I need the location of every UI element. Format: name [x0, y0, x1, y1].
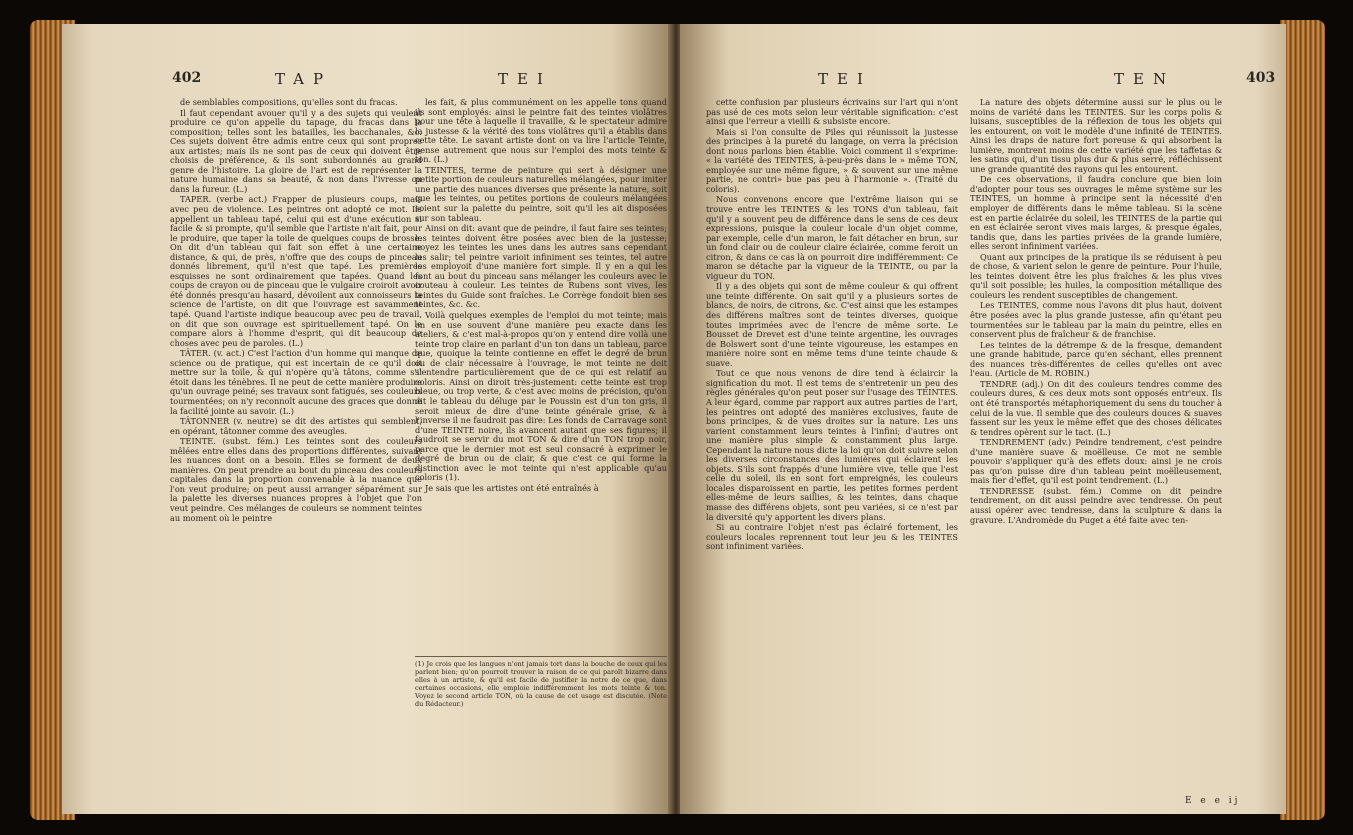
right-page — [680, 24, 1286, 814]
paragraph: TÂTONNER (v. neutre) se dit des artistes qui semblent, en opérant, tâtonner comme des aveugles. — [170, 416, 422, 436]
paragraph: TENDRE (adj.) On dit des couleurs tendres comme des couleurs dures, & ces deux mots sont opposés entr'eux. Ils ont été transportés métaphoriquement du sens du toucher à celui de la vue. Il semble que des couleurs douces & suaves fassent sur les yeux le même effet que des choses délicates & tendres opèrent sur le tact. (L.) — [970, 378, 1222, 437]
right-page-number: 403 — [1246, 70, 1276, 86]
paragraph: De ces observations, il faudra conclure que bien loin d'adopter pour tous ses ouvrages le même système sur les TEINTES, un homme à principe sent la nécessité d'en employer de différents dans le même tableau. Si la scène est en partie éclairée du soleil, les TEINTES de la partie qui en est éclairée seront vives mais larges, & presque égales, tandis que, dans les parties privées de la grande lumière, elles seront infiniment variées. — [970, 174, 1222, 252]
paragraph: TEINTES, terme de peinture qui sert à désigner une petite portion de couleurs naturelles mélangées, pour imiter une partie des nuances diverses que présente la nature, soit que les teintes, ou petites portions de couleurs mélangées soient sur la palette du peintre, soit qu'il les ait disposées sur son tableau. — [415, 164, 667, 223]
paragraph: Les teintes de la détrempe & de la fresque, demandent une grande habitude, parce qu'en séchant, elles prennent des nuances très-différentes de celles qu'elles ont avec l'eau. (Article de M. ROBIN.) — [970, 339, 1222, 379]
paragraph: Quant aux principes de la pratique ils se réduisent à peu de chose, & varient selon le genre de peinture. Pour l'huile, les teintes doivent être les plus fraîches & les plus vives qu'il soit possible; les huiles, la composition métallique des couleurs les rendent susceptibles de changement. — [970, 251, 1222, 300]
left-page — [62, 24, 672, 814]
paragraph: les fait, & plus communément on les appelle tons quand ils sont employés: ainsi le peintre fait des teintes violâtres pour une tête à laquelle il travaille, & le spectateur admire la justesse & la vérité des tons violâtres qu'il a établis dans cette tête. Le savant artiste dont on va lire l'article Teinte, pense autrement que nous sur l'emploi des mots teinte & ton. (L.) — [415, 98, 667, 165]
right-running-head-left: TEI — [818, 70, 872, 88]
footnote: (1) Je crois que les langues n'ont jamais tort dans la bouche de ceux qui les parlent bien; qu'on pourroit trouver la raison de ce qui paroît bizarre dans elles à un artiste, & qu'il est facile de justifier la notre de ce que, dans certaines occasions, elle emploie indifféremment les mots teinte & ton. Voyez le second article TON, où la cause de cet usage est discutée. (Note du Rédacteur.) — [415, 656, 667, 708]
paragraph: TENDREMENT (adv.) Peindre tendrement, c'est peindre d'une manière suave & moëlleuse. Ce mot ne semble pouvoir s'appliquer qu'à des effets doux: ainsi je ne crois pas qu'on puisse dire d'un tableau peint moëlleusement, mais fier d'effet, qu'il est point tendrement. (L.) — [970, 437, 1222, 486]
paragraph: Si au contraire l'objet n'est pas éclairé fortement, les couleurs locales reprennent tout leur jeu & les TEINTES sont infiniment variées. — [706, 522, 958, 552]
left-running-head-left: TAP — [275, 70, 333, 88]
right-column-2 — [970, 98, 1222, 798]
paragraph: Voilà quelques exemples de l'emploi du mot teinte; mais on en use souvent d'une manière peu exacte dans les ateliers, & c'est mal-à-propos qu'on y entend dire voilà une teinte trop claire en parlant d'un ton dans un tableau, parce que, quoique la teinte contienne en effet le degré de brun ou de clair nécessaire à l'ouvrage, le mot teinte ne doit s'entendre particulièrement que de ce qui est relatif au coloris. Ainsi on diroit très-justement: cette teinte est trop bleue, ou trop verte, & c'est avec moins de précision, qu'on dit le tableau du déluge par le Poussin est d'un ton gris, il seroit mieux de dire d'une teinte générale grise, & à l'inverse il ne faudroit pas dire: Les fonds de Carravage sont d'une TEINTE noire, ils avancent autant que ses figures; il faudroit se servir du mot TON & dire d'un TON trop noir, parce que le dernier mot est seul consacré à exprimer le degré de brun ou de clair, & que c'est ce qui forme la distinction avec le mot teinte qui n'est applicable qu'au coloris (1). — [415, 310, 667, 483]
right-running-head-right: TEN — [1114, 70, 1176, 88]
left-page-number: 402 — [172, 70, 202, 86]
paragraph: cette confusion par plusieurs écrivains sur l'art qui n'ont pas usé de ces mots selon leur véritable signification: c'est ainsi que l'erreur a vieilli & subsiste encore. — [706, 98, 958, 127]
paragraph: TEINTE. (subst. fém.) Les teintes sont des couleurs mêlées entre elles dans des proportions différentes, suivant les nuances dont on a besoin. Elles se forment de deux manières. On peut prendre au bout du pinceau des couleurs capitales dans la proportion convenable à la nuance que l'on veut produire; on peut aussi arranger séparément sur la palette les diverses nuances propres à l'objet que l'on veut peindre. Ces mélanges de couleurs se nomment teintes au moment où le peintre — [170, 436, 422, 523]
paragraph: Les TEINTES, comme nous l'avons dit plus haut, doivent être posées avec la plus grande justesse, afin qu'étant peu tourmentées sur le tableau par la main du peintre, elles en conservent plus de fraîcheur & de franchise. — [970, 300, 1222, 340]
paragraph: Je sais que les artistes ont été entraînés à — [425, 482, 599, 493]
paragraph: Nous convenons encore que l'extrême liaison qui se trouve entre les TEINTES & les TONS d'un tableau, fait qu'il y a souvent peu de différence dans le sens de ces deux expressions, puisque la couleur locale d'un objet comme, par exemple, celle d'un maron, le fait détacher en brun, sur un fond clair ou de couleur claire éclairée, comme feroit un citron, & dans ce cas là on pourroit dire indifféremment: Ce maron se détache par la vigueur de la TEINTE, ou par la vigueur du TON. — [706, 194, 958, 281]
paragraph: Ainsi on dit: avant que de peindre, il faut faire ses teintes; les teintes doivent être posées avec bien de la justesse; noyez les teintes les unes dans les autres sans cependant les salir; tel peintre varioit infiniment ses teintes, tel autre les employoit d'une manière fort simple. Il y en a qui les font au bout du pinceau sans mélanger les couleurs avec le couteau à couleur. Les teintes de Rubens sont vives, les teintes du Guide sont fraîches. Le Corrège fondoit bien ses teintes, &c. &c. — [415, 223, 667, 310]
paragraph: Il y a des objets qui sont de même couleur & qui offrent une teinte différente. On sait qu'il y a plusieurs sortes de blancs, de noirs, de citrons, &c. C'est ainsi que les estampes des différens maîtres sont de teintes diverses, quoique toutes imprimées avec de l'encre de même sorte. Le Bousset de Drevet est d'une teinte argentine, les ouvrages de Bolswert sont d'une teinte vigoureuse, les estampes en manière noire sont en même tems d'une teinte chaude & suave. — [706, 281, 958, 368]
paragraph: TÂTER. (v. act.) C'est l'action d'un homme qui manque de science ou de pratique, qui est incertain de ce qu'il doit mettre sur la toile, & qui n'opère qu'à tâtons, comme s'il étoit dans les ténèbres. Il ne peut de cette manière produire qu'un ouvrage peiné; ses travaux sont fatigués, ses couleurs tourmentées; on n'y reconnoît aucune des graces que donne la facilité jointe au savoir. (L.) — [170, 348, 422, 416]
left-column-2 — [415, 98, 667, 650]
paragraph: Il faut cependant avouer qu'il y a des sujets qui veulent produire ce qu'on appelle du tapage, du fracas dans la composition; telles sont les batailles, les bacchanales, &c. Ces sujets doivent être admis entre ceux qui sont propres aux artistes; mais ils ne sont pas de ceux qui doivent être choisis de préférence, & ils sont subordonnés au grand genre de l'histoire. La gloire de l'art est de représenter la nature humaine dans sa beauté, & non dans l'ivresse ou dans la fureur. (L.) — [170, 107, 422, 194]
paragraph: TENDRESSE (subst. fém.) Comme on dit peindre tendrement, on dit aussi peindre avec tendresse. On peut aussi opérer avec tendresse, dans la sculpture & dans la gravure. L'Andromède du Puget a été faite avec ten- — [970, 485, 1222, 525]
left-running-head-right: TEI — [498, 70, 552, 88]
paragraph: La nature des objets détermine aussi sur le plus ou le moins de variété dans les TEINTES. Sur les corps polis & luisans, susceptibles de la réflexion de tous les objets qui les entourent, on voit le modèle d'une infinité de TEINTES. Ainsi les draps de nature fort poreuse & qui absorbent la lumière, montrent moins de cette variété que les taffetas & les satins qui, d'un tissu plus dur & plus serré, réfléchissent une grande quantité des rayons qui les entourent. — [970, 98, 1222, 174]
paragraph: Tout ce que nous venons de dire tend à éclaircir la signification du mot. Il est tems de s'entretenir un peu des règles générales qu'on peut poser sur l'usage des TEINTES. A leur égard, comme par rapport aux autres parties de l'art, les peintres ont adopté des manières exclusives, faute de bons principes, & de vues droites sur la nature. Les uns varient constamment leurs teintes à l'infini; d'autres ont une manière plus simple & constamment plus large. Cependant la nature nous dicte la loi qu'on doit suivre selon les diverses circonstances des lumières qui éclairent les objets. S'ils sont frappés d'une lumière vive, telle que l'est celle du soleil, ils en sont fort empreignés, les couleurs locales disparoissent en partie, les petites formes perdent elles-même de leurs saillies, & les teintes, dans chaque masse des différens objets, sont peu variées, si ce n'est par la diversité qu'y apportent les divers plans. — [706, 368, 958, 522]
paragraph: de semblables compositions, qu'elles sont du fracas. — [180, 98, 398, 107]
right-page-edges — [1280, 20, 1325, 820]
left-column-1 — [170, 98, 422, 798]
signature-mark: E e e ij — [1185, 796, 1241, 806]
paragraph: Mais si l'on consulte de Piles qui réunissoit la justesse des principes à la pureté du langage, on verra la précision dont nous parlons bien établie. Voici comment il s'exprime: « la variété des TEINTES, à-peu-près dans le » même TON, employée sur une même figure, » & souvent sur une même partie, ne contri» bue pas peu à l'harmonie ». (Traité du coloris). — [706, 126, 958, 194]
right-column-1 — [706, 98, 958, 798]
paragraph: TAPER. (verbe act.) Frapper de plusieurs coups, mais avec peu de violence. Les peintres ont adopté ce mot. Ils appellent un tableau tapé, celui qui est d'une exécution si facile & si prompte, qu'il semble que l'artiste n'ait fait, pour le produire, que taper la toile de quelques coups de brosse. On dit d'un tableau qui fait son effet à une certaine distance, & qui, de près, n'offre que des coups de pinceau donnés librement, qu'il n'est que tapé. Les premières esquisses ne sont ordinairement que tapées. Quand les coups de crayon ou de pinceau que le vulgaire croiroit avoir été donnés presqu'au hasard, dévoilent aux connoisseurs la science de l'artiste, on dit que l'ouvrage est savamment tapé. Quand l'artiste indique beaucoup avec peu de travail, on dit que son ouvrage est spirituellement tapé. On le compare alors à l'homme d'esprit, qui dit beaucoup de choses avec peu de paroles. (L.) — [170, 194, 422, 348]
